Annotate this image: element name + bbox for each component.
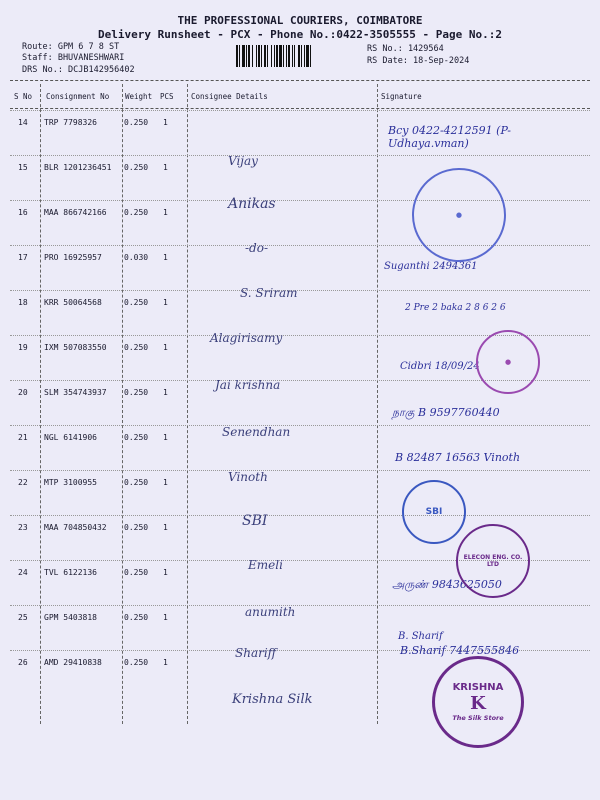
drs-number: DRS No.: DCJB142956402 (22, 65, 135, 75)
barcode-bar (286, 45, 287, 67)
barcode-bar (261, 45, 262, 67)
row-pcs: 1 (163, 118, 168, 127)
barcode-bar (242, 45, 245, 67)
row-sno: 18 (18, 298, 28, 307)
company-stamp: ● (401, 157, 516, 272)
column-header-consignment: Consignment No (46, 92, 110, 101)
row-weight: 0.250 (124, 568, 149, 577)
row-sno: 15 (18, 163, 28, 172)
krishna-stamp-name: KRISHNA (452, 682, 504, 693)
row-pcs: 1 (163, 568, 168, 577)
row-signature: அருண் 9843625050 (392, 578, 502, 591)
row-weight: 0.250 (124, 298, 149, 307)
row-divider (10, 110, 590, 111)
row-consignee-handwriting: Senendhan (222, 425, 291, 439)
row-signature: Cidbri 18/09/24 (400, 361, 480, 372)
row-signature: B.Sharif 7447555846 (400, 644, 520, 657)
barcode-bar (306, 45, 309, 67)
row-consignee-handwriting: Shariff (235, 646, 277, 660)
row-consignee-handwriting: anumith (245, 605, 296, 619)
row-consignment-no: PRO 16925957 (44, 253, 102, 262)
row-pcs: 1 (163, 388, 168, 397)
row-consignment-no: MAA 866742166 (44, 208, 107, 217)
barcode-bar (276, 45, 278, 67)
row-weight: 0.030 (124, 253, 149, 262)
row-pcs: 1 (163, 478, 168, 487)
row-weight: 0.250 (124, 523, 149, 532)
row-consignee-handwriting: -do- (245, 241, 269, 255)
barcode-bar (267, 45, 268, 67)
row-sno: 20 (18, 388, 28, 397)
barcode-bar (248, 45, 250, 67)
row-weight: 0.250 (124, 208, 149, 217)
column-header-divider (10, 108, 590, 109)
row-consignment-no: BLR 1201236451 (44, 163, 112, 172)
krishna-stamp (432, 656, 524, 748)
row-consignment-no: IXM 507083550 (44, 343, 107, 352)
column-header-consignee: Consignee Details (191, 92, 268, 101)
row-signature: Suganthi 2494361 (384, 261, 478, 272)
row-consignment-no: AMD 29410838 (44, 658, 102, 667)
row-pcs: 1 (163, 433, 168, 442)
row-pcs: 1 (163, 343, 168, 352)
barcode-bar (279, 45, 282, 67)
rs-number: RS No.: 1429564 (367, 44, 444, 54)
row-signature: B. Sharif (398, 631, 443, 642)
row-consignment-no: TRP 7798326 (44, 118, 97, 127)
row-sno: 14 (18, 118, 28, 127)
barcode-bar (310, 45, 311, 67)
row-consignee-handwriting: Vijay (228, 154, 258, 168)
row-consignment-no: MAA 704850432 (44, 523, 107, 532)
row-divider (10, 425, 590, 426)
row-signature: B 82487 16563 Vinoth (395, 451, 521, 464)
row-divider (10, 245, 590, 246)
row-sno: 16 (18, 208, 28, 217)
route-label: Route: GPM 6 7 8 ST (22, 42, 120, 52)
row-consignment-no: TVL 6122136 (44, 568, 97, 577)
barcode-bar (292, 45, 293, 67)
barcode-bar (236, 45, 238, 67)
barcode-bar (239, 45, 240, 67)
barcode-bar (256, 45, 257, 67)
row-weight: 0.250 (124, 388, 149, 397)
row-consignment-no: SLM 354743937 (44, 388, 107, 397)
row-consignee-handwriting: Anikas (228, 196, 276, 212)
column-header-sno: S No (14, 92, 33, 101)
row-divider (10, 290, 590, 291)
row-divider (10, 470, 590, 471)
staff-label: Staff: BHUVANESHWARI (22, 53, 125, 63)
row-weight: 0.250 (124, 118, 149, 127)
elecon-stamp (456, 524, 530, 598)
header-divider (10, 80, 590, 81)
row-pcs: 1 (163, 613, 168, 622)
row-pcs: 1 (163, 523, 168, 532)
barcode-bar (258, 45, 260, 67)
row-consignee-handwriting: Jai krishna (215, 378, 281, 392)
row-consignment-no: NGL 6141906 (44, 433, 97, 442)
row-sno: 19 (18, 343, 28, 352)
column-header-weight: Weight (125, 92, 153, 101)
row-pcs: 1 (163, 163, 168, 172)
column-divider (40, 84, 41, 724)
sbi-stamp (402, 480, 466, 544)
row-sno: 24 (18, 568, 28, 577)
barcode-bar (301, 45, 302, 67)
row-sno: 26 (18, 658, 28, 667)
sbi-stamp-text: SBI (425, 507, 443, 517)
column-divider (122, 84, 123, 724)
barcode-bar (274, 45, 275, 67)
column-divider (377, 84, 378, 724)
row-sno: 21 (18, 433, 28, 442)
row-weight: 0.250 (124, 613, 149, 622)
round-stamp: ● (476, 330, 540, 394)
barcode-bar (252, 45, 253, 67)
row-sno: 22 (18, 478, 28, 487)
row-consignee-handwriting: S. Sriram (240, 286, 298, 300)
row-divider (10, 605, 590, 606)
column-header-pcs: PCS (160, 92, 174, 101)
rs-date: RS Date: 18-Sep-2024 (367, 56, 470, 66)
row-pcs: 1 (163, 253, 168, 262)
row-divider (10, 155, 590, 156)
row-weight: 0.250 (124, 343, 149, 352)
elecon-stamp-text: ELECON ENG. CO. LTD (463, 554, 523, 568)
barcode-bar (294, 45, 295, 67)
column-header-signature: Signature (381, 92, 422, 101)
barcode-bar (298, 45, 300, 67)
row-consignee-handwriting: Alagirisamy (210, 331, 283, 345)
row-weight: 0.250 (124, 478, 149, 487)
column-divider (187, 84, 188, 724)
row-pcs: 1 (163, 298, 168, 307)
barcode-bar (288, 45, 290, 67)
row-sno: 23 (18, 523, 28, 532)
barcode-bar (246, 45, 247, 67)
row-weight: 0.250 (124, 163, 149, 172)
runsheet-title: THE PROFESSIONAL COURIERS, COIMBATORE (177, 14, 423, 27)
runsheet-subtitle: Delivery Runsheet - PCX - Phone No.:0422-3505555 - Page No.:2 (98, 28, 502, 41)
barcode-bar (264, 45, 266, 67)
row-consignment-no: MTP 3100955 (44, 478, 97, 487)
row-consignee-handwriting: Emeli (248, 558, 283, 572)
row-consignee-handwriting: SBI (242, 513, 268, 529)
row-weight: 0.250 (124, 433, 149, 442)
row-consignee-handwriting: Vinoth (228, 470, 268, 484)
barcode (236, 45, 360, 67)
row-pcs: 1 (163, 208, 168, 217)
barcode-bar (271, 45, 272, 67)
barcode-bar (283, 45, 284, 67)
krishna-stamp-tagline: The Silk Store (452, 714, 504, 722)
row-pcs: 1 (163, 658, 168, 667)
row-divider (10, 515, 590, 516)
row-signature: 2 Pre 2 baka 2 8 6 2 6 (405, 303, 506, 313)
row-weight: 0.250 (124, 658, 149, 667)
krishna-stamp-letter: K (470, 693, 486, 714)
barcode-bar (304, 45, 305, 67)
row-signature: Bcy 0422-4212591 (P-Udhaya.vman) (388, 124, 511, 150)
row-sno: 17 (18, 253, 28, 262)
row-sno: 25 (18, 613, 28, 622)
row-consignee-handwriting: Krishna Silk (232, 692, 313, 707)
row-consignment-no: KRR 50064568 (44, 298, 102, 307)
row-consignment-no: GPM 5403818 (44, 613, 97, 622)
row-signature: நாகு B 9597760440 (392, 406, 500, 419)
